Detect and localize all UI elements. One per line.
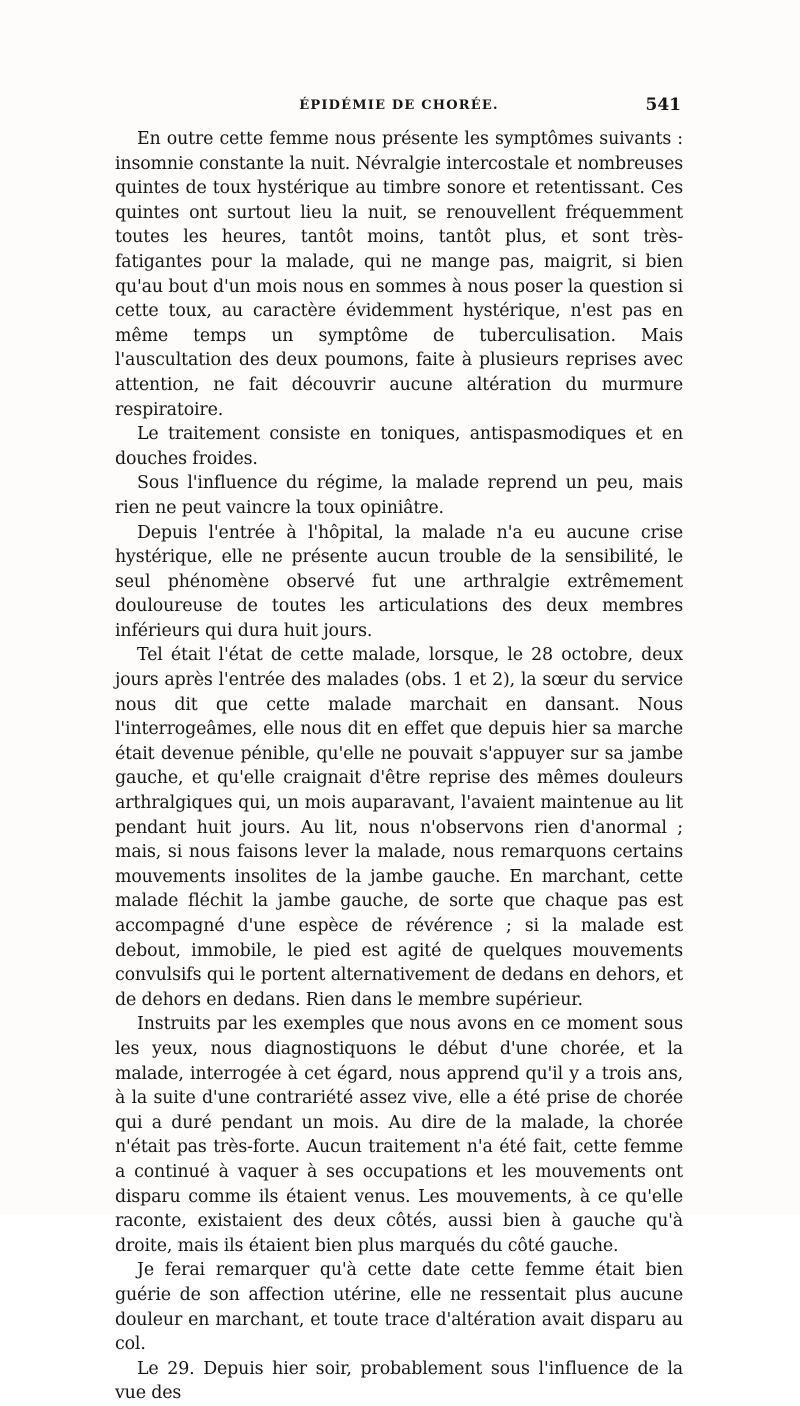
paragraph-diagnosis: Instruits par les exemples que nous avons en ce moment sous les yeux, nous diagnostiquons le début d'une chorée, et la malade, interrogée à cet égard, nous apprend qu'il y a trois ans, à la suite d'une contrariété assez vive, elle a été prise de chorée qui a duré pendant un mois. Au dire de la malade, la chorée n'était pas très-forte. Aucun traitement n'a été fait, cette femme a continué à vaquer à ses occupations et les mouvements ont disparu comme ils étaient venus. Les mouvements, à ce qu'elle raconte, existaient des deux côtés, aussi bien à gauche qu'à droite, mais ils étaient bien plus marqués du côté gauche.	[115, 1014, 683, 1256]
paragraph-regime: Sous l'influence du régime, la malade reprend un peu, mais rien ne peut vaincre la toux opiniâtre.	[115, 473, 683, 518]
paragraph-october-28: Tel était l'état de cette malade, lorsque, le 28 octobre, deux jours après l'entrée des malades (obs. 1 et 2), la sœur du service nous dit que cette malade marchait en dansant. Nous l'interrogeâmes, elle nous dit en effet que depuis hier sa marche était devenue pénible, qu'elle ne pouvait s'appuyer sur sa jambe gauche, et qu'elle craignait d'être reprise des mêmes douleurs arthralgiques qui, un mois auparavant, l'avaient maintenue au lit pendant huit jours. Au lit, nous n'observons rien d'anormal ; mais, si nous faisons lever la malade, nous remarquons certains mouvements insolites de la jambe gauche. En marchant, cette malade fléchit la jambe gauche, de sorte que chaque pas est accompagné d'une espèce de révérence ; si la malade est debout, immobile, le pied est agité de quelques mouvements convulsifs qui le portent alternativement de dedans en dehors, et de dehors en dedans. Rien dans le membre supérieur.	[115, 645, 683, 1010]
running-title: ÉPIDÉMIE DE CHORÉE.	[299, 98, 499, 113]
paragraph-arthralgia: Depuis l'entrée à l'hôpital, la malade n'a eu aucune crise hystérique, elle ne présente aucun trouble de la sensibilité, le seul phénomène observé fut une arthralgie extrêmement douloureuse de toutes les articulations des deux membres inférieurs qui dura huit jours.	[115, 522, 683, 641]
paragraph-october-29: Le 29. Depuis hier soir, probablement sous l'influence de la vue des	[115, 1358, 683, 1404]
page-number: 541	[645, 95, 681, 115]
running-head	[115, 92, 683, 120]
paragraph-treatment: Le traitement consiste en toniques, antispasmodiques et en douches froides.	[115, 424, 683, 469]
paragraph-symptoms: En outre cette femme nous présente les symptômes suivants : insomnie constante la nuit. Névralgie intercostale et nombreuses quintes de toux hystérique au timbre sonore et retentissant. Ces quintes ont surtout lieu la nuit, se renouvellent fréquemment toutes les heures, tantôt moins, tantôt plus, et sont très-fatigantes pour la malade, qui ne mange pas, maigrit, si bien qu'au bout d'un mois nous en sommes à nous poser la question si cette toux, au caractère évidemment hystérique, n'est pas en même temps un symptôme de tuberculisation. Mais l'auscultation des deux poumons, faite à plusieurs reprises avec attention, ne fait découvrir aucune altération du murmure respiratoire.	[115, 129, 683, 420]
paragraph-remark: Je ferai remarquer qu'à cette date cette femme était bien guérie de son affection utérine, elle ne ressentait plus aucune douleur en marchant, et toute trace d'altération avait disparu au col.	[115, 1260, 683, 1355]
body-text	[115, 127, 683, 1406]
